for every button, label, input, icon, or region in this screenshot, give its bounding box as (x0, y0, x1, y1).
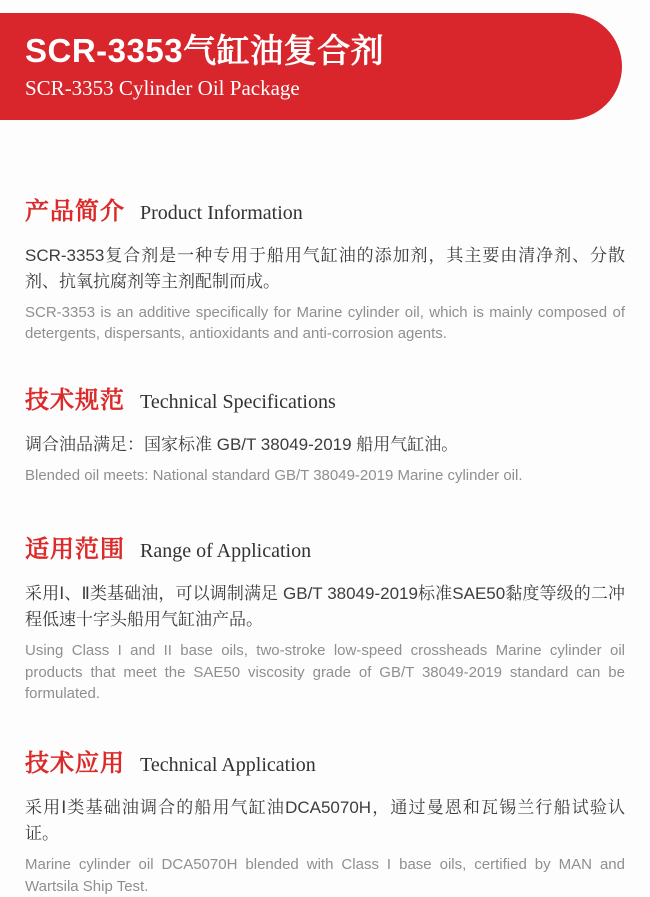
page-title: SCR-3353气缸油复合剂 (25, 32, 385, 70)
section-heading (25, 748, 625, 781)
section-technical-specifications (25, 385, 625, 487)
section-body-en: Using Class I and II base oils, two-stroke low-speed crossheads Marine cylinder oil products that meet the SAE50 viscosity grade of GB/T 38049-2019 standard can be formulated. (25, 642, 625, 702)
section-heading-en: Technical Specifications (140, 390, 336, 413)
section-heading (25, 534, 625, 567)
section-heading-zh: 技术规范 (25, 386, 125, 414)
section-body-zh: 调合油品满足：国家标准 GB/T 38049-2019 船用气缸油。 (25, 434, 459, 454)
page-subtitle: SCR-3353 Cylinder Oil Package (25, 75, 300, 100)
section-product-information (25, 196, 625, 345)
section-heading-zh: 技术应用 (25, 750, 125, 778)
section-body-zh: SCR-3353复合剂是一种专用于船用气缸油的添加剂，其主要由清净剂、分散剂、抗氧抗腐剂等主剂配制而成。 (25, 246, 625, 291)
section-heading (25, 385, 625, 418)
section-heading-en: Product Information (140, 202, 303, 224)
page-corner-accent (0, 13, 8, 22)
section-heading-en: Technical Application (140, 754, 316, 777)
section-body-en: SCR-3353 is an additive specifically for Marine cylinder oil, which is mainly composed of detergents, dispersants, antioxidants and anti-corrosion agents. (25, 304, 625, 343)
section-body-zh: 采用Ⅰ、Ⅱ类基础油，可以调制满足 GB/T 38049-2019标准SAE50黏度等级的二冲程低速十字头船用气缸油产品。 (25, 584, 625, 629)
header-banner (0, 13, 622, 120)
document-body (0, 196, 650, 897)
section-heading-zh: 适用范围 (25, 536, 125, 564)
section-heading-en: Range of Application (140, 540, 312, 563)
section-body-en: Blended oil meets: National standard GB/T 38049-2019 Marine cylinder oil. (25, 467, 523, 485)
section-body-zh: 采用Ⅰ类基础油调合的船用气缸油DCA5070H，通过曼恩和瓦锡兰行船试验认证。 (25, 798, 625, 843)
section-heading-zh: 产品简介 (25, 198, 125, 225)
section-range-of-application (25, 534, 625, 704)
section-body-en: Marine cylinder oil DCA5070H blended with Class I base oils, certified by MAN and Wartsila Ship Test. (25, 856, 625, 895)
section-technical-application (25, 748, 625, 897)
section-heading (25, 196, 625, 229)
